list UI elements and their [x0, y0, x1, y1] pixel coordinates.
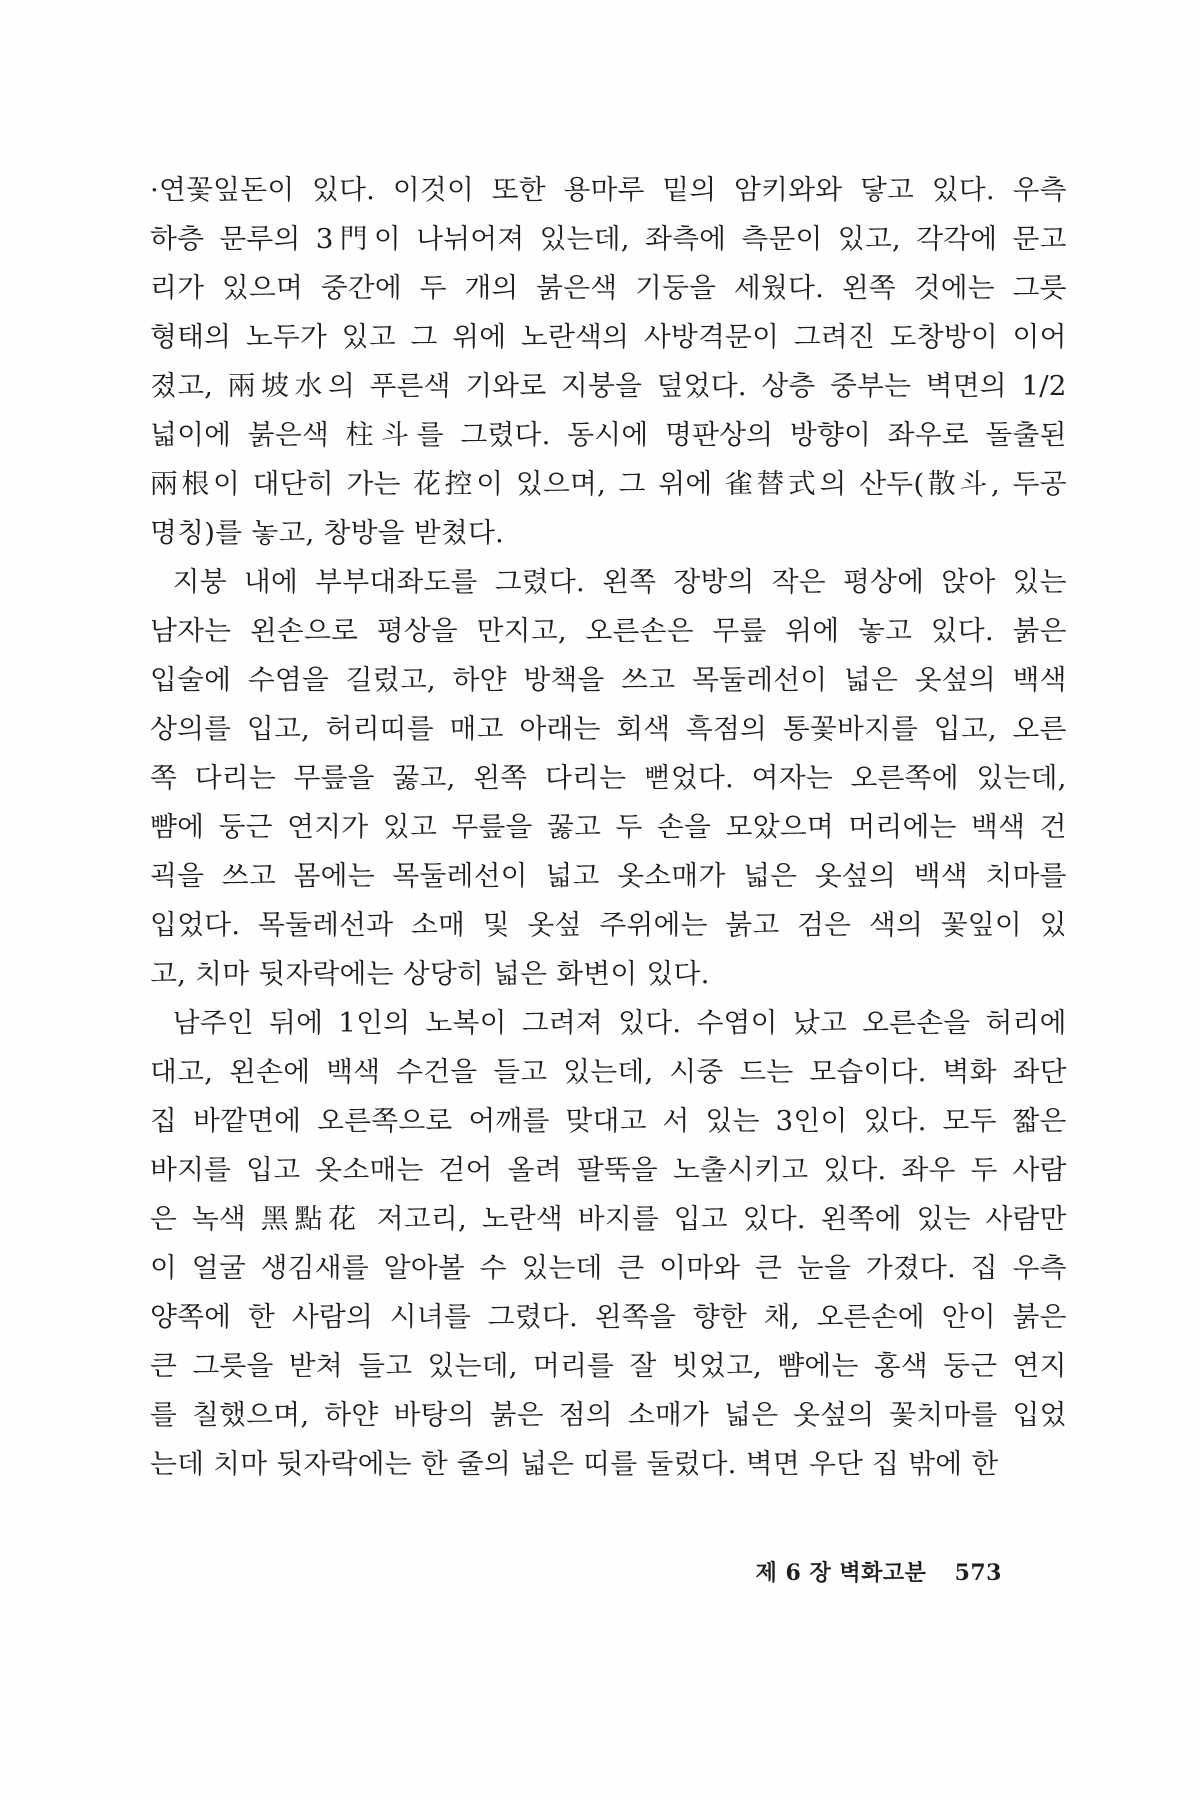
text-line: 남주인 뒤에 1인의 노복이 그려져 있다. 수염이 났고 오른손을 허리에	[172, 1008, 1067, 1039]
running-footer	[756, 1556, 1002, 1587]
text-line: 괵을 쓰고 몸에는 목둘레선이 넓고 옷소매가 넓은 옷섶의 백색 치마를	[150, 861, 1067, 892]
text-line: 하층 문루의 3門이 나뉘어져 있는데, 좌측에 측문이 있고, 각각에 문고	[150, 224, 1067, 255]
text-line: 큰 그릇을 받쳐 들고 있는데, 머리를 잘 빗었고, 뺨에는 홍색 둥근 연지	[150, 1351, 1067, 1382]
paragraph	[150, 166, 1067, 558]
text-line: 고, 치마 뒷자락에는 상당히 넓은 화변이 있다.	[150, 959, 710, 990]
text-line: 입술에 수염을 길렀고, 하얀 방책을 쓰고 목둘레선이 넓은 옷섶의 백색	[150, 665, 1067, 696]
text-line: 집 바깥면에 오른쪽으로 어깨를 맞대고 서 있는 3인이 있다. 모두 짧은	[150, 1106, 1067, 1137]
text-line: 리가 있으며 중간에 두 개의 붉은색 기둥을 세웠다. 왼쪽 것에는 그릇	[150, 273, 1067, 304]
text-line: 지붕 내에 부부대좌도를 그렸다. 왼쪽 장방의 작은 평상에 앉아 있는	[172, 567, 1067, 598]
chapter-title: 제 6 장 벽화고분	[755, 1560, 927, 1586]
text-line: 명칭)를 놓고, 창방을 받쳤다.	[150, 518, 505, 549]
text-line: 양쪽에 한 사람의 시녀를 그렸다. 왼쪽을 향한 채, 오른손에 안이 붉은	[150, 1302, 1067, 1333]
body-text	[150, 166, 1067, 1489]
text-line: 를 칠했으며, 하얀 바탕의 붉은 점의 소매가 넓은 옷섶의 꽃치마를 입었	[150, 1400, 1067, 1431]
page-number: 573	[954, 1560, 1002, 1586]
text-line: 상의를 입고, 허리띠를 매고 아래는 회색 흑점의 통꽃바지를 입고, 오른	[150, 714, 1067, 745]
paragraph	[150, 558, 1067, 999]
text-line: 뺨에 둥근 연지가 있고 무릎을 꿇고 두 손을 모았으며 머리에는 백색 건	[150, 812, 1067, 843]
text-line: 졌고, 兩坡水의 푸른색 기와로 지붕을 덮었다. 상층 중부는 벽면의 1/2	[150, 371, 1067, 402]
text-line: 는데 치마 뒷자락에는 한 줄의 넓은 띠를 둘렀다. 벽면 우단 집 밖에 한	[150, 1449, 999, 1480]
text-line: 은 녹색 黑點花 저고리, 노란색 바지를 입고 있다. 왼쪽에 있는 사람만	[150, 1204, 1067, 1235]
text-line: 兩根이 대단히 가는 花控이 있으며, 그 위에 雀替式의 산두(散斗, 두공	[150, 469, 1067, 500]
text-line: 이 얼굴 생김새를 알아볼 수 있는데 큰 이마와 큰 눈을 가졌다. 집 우측	[150, 1253, 1067, 1284]
text-line: 대고, 왼손에 백색 수건을 들고 있는데, 시중 드는 모습이다. 벽화 좌단	[150, 1057, 1067, 1088]
text-line: 바지를 입고 옷소매는 걷어 올려 팔뚝을 노출시키고 있다. 좌우 두 사람	[150, 1155, 1067, 1186]
text-line: 남자는 왼손으로 평상을 만지고, 오른손은 무릎 위에 놓고 있다. 붉은	[150, 616, 1067, 647]
text-line: 쪽 다리는 무릎을 꿇고, 왼쪽 다리는 뻗었다. 여자는 오른쪽에 있는데,	[150, 763, 1067, 794]
text-line: 넓이에 붉은색 柱斗를 그렸다. 동시에 명판상의 방향이 좌우로 돌출된	[150, 420, 1067, 451]
text-line: ·연꽃잎돈이 있다. 이것이 또한 용마루 밑의 암키와와 닿고 있다. 우측	[150, 175, 1067, 206]
paragraph	[150, 999, 1067, 1489]
text-line: 입었다. 목둘레선과 소매 및 옷섶 주위에는 붉고 검은 색의 꽃잎이 있	[150, 910, 1067, 941]
text-line: 형태의 노두가 있고 그 위에 노란색의 사방격문이 그려진 도창방이 이어	[150, 322, 1067, 353]
